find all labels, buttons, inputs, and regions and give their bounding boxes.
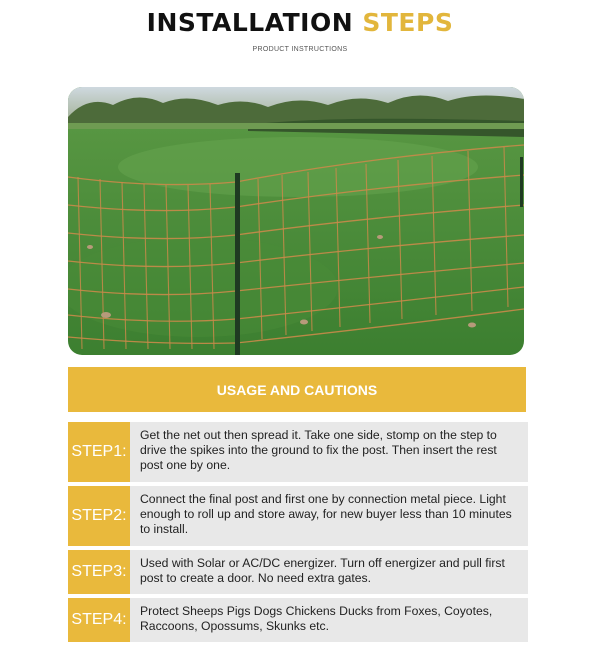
step-label: STEP4: xyxy=(68,598,130,642)
step-label: STEP1: xyxy=(68,422,130,482)
step-label: STEP2: xyxy=(68,486,130,546)
title-main: INSTALLATION xyxy=(146,8,354,37)
usage-cautions-banner: USAGE AND CAUTIONS xyxy=(68,367,526,412)
step-row-4 xyxy=(68,598,528,642)
step-text: Used with Solar or AC/DC energizer. Turn off energizer and pull first post to create a door. No need extra gates. xyxy=(130,550,528,594)
step-text: Get the net out then spread it. Take one side, stomp on the step to drive the spikes into the ground to fix the post. Then insert the rest post one by one. xyxy=(130,422,528,482)
step-row-1 xyxy=(68,422,528,482)
step-text: Protect Sheeps Pigs Dogs Chickens Ducks from Foxes, Coyotes, Raccoons, Opossums, Skunks etc. xyxy=(130,598,528,642)
page-title xyxy=(0,8,600,37)
step-row-3 xyxy=(68,550,528,594)
title-accent: STEPS xyxy=(362,8,454,37)
fence-photo xyxy=(68,87,524,355)
step-row-2 xyxy=(68,486,528,546)
step-label: STEP3: xyxy=(68,550,130,594)
step-text: Connect the final post and first one by connection metal piece. Light enough to roll up and store away, for new buyer less than 10 minutes to install. xyxy=(130,486,528,546)
page-subtitle: PRODUCT INSTRUCTIONS xyxy=(252,46,348,53)
